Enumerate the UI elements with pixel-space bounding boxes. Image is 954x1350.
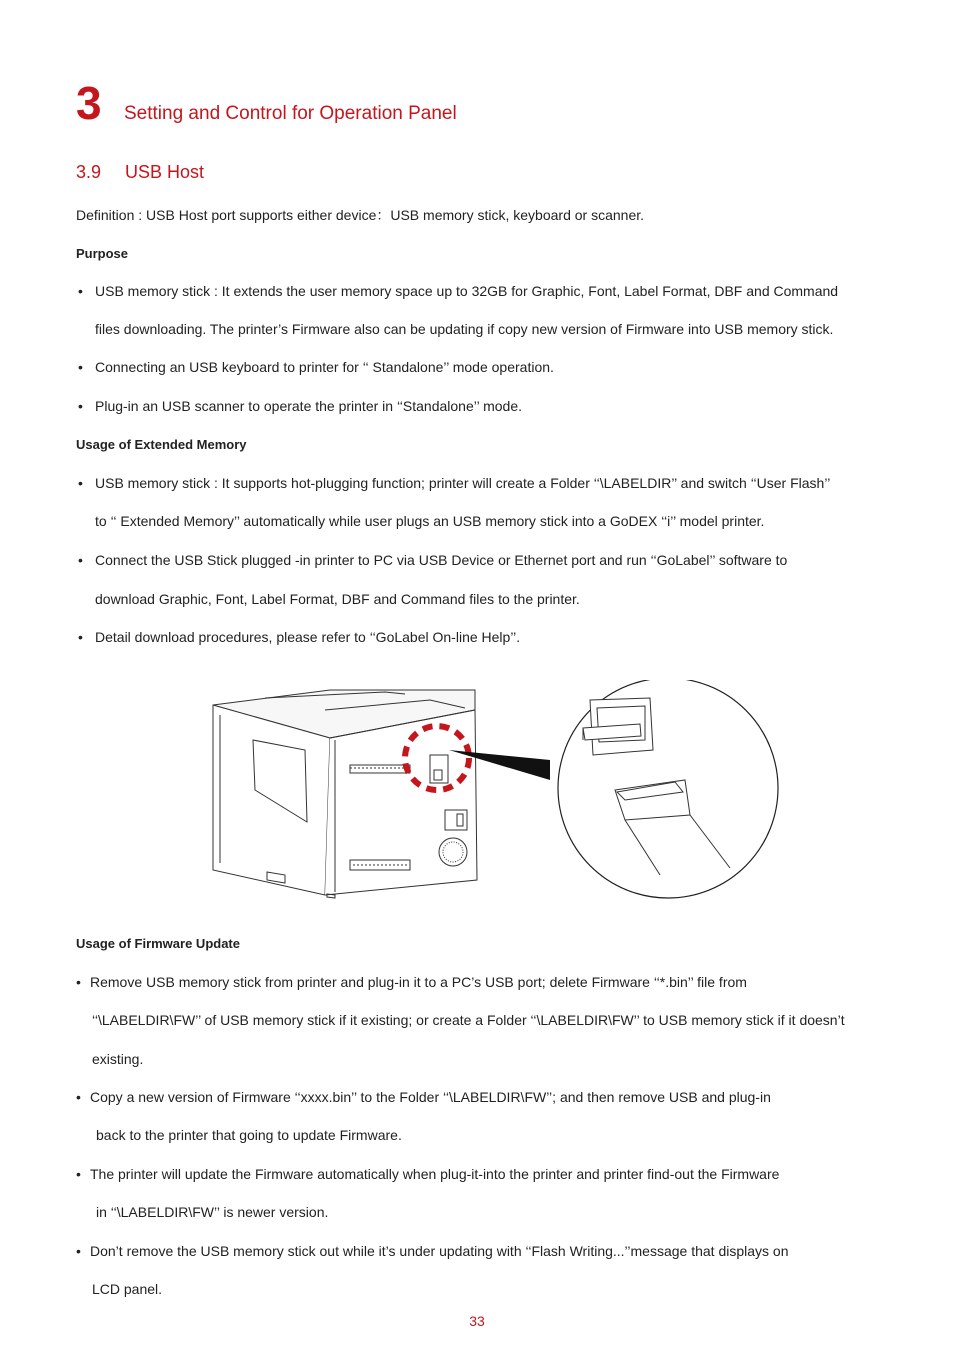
purpose-item-3: Plug-in an USB scanner to operate the printer in ‘‘Standalone’’ mode. <box>95 398 523 414</box>
firmware-item-2-line-1: Copy a new version of Firmware ‘‘xxxx.bin’’ to the Folder ‘‘\LABELDIR\FW’’; and then remove USB and plug-in <box>90 1089 771 1105</box>
firmware-item-4-line-2: LCD panel. <box>92 1281 163 1297</box>
extended-item-2-line-1: Connect the USB Stick plugged -in printer to PC via USB Device or Ethernet port and run ‘‘GoLabel’’ software to <box>95 552 788 568</box>
firmware-item-1-line-2: ‘‘\LABELDIR\FW’’ of USB memory stick if it existing; or create a Folder ‘‘\LABELDIR\FW’’ to USB memory stick if it doesn’t <box>92 1012 845 1028</box>
bullet-icon: • <box>76 1166 81 1182</box>
section-title <box>76 162 204 183</box>
bullet-icon: • <box>78 398 83 414</box>
extended-heading: Usage of Extended Memory <box>76 437 247 452</box>
bullet-icon: • <box>78 359 83 375</box>
extended-item-2-line-2: download Graphic, Font, Label Format, DBF and Command files to the printer. <box>95 591 580 607</box>
purpose-item-1-line-1: USB memory stick : It extends the user memory space up to 32GB for Graphic, Font, Label Format, DBF and Command <box>95 283 839 299</box>
bullet-icon: • <box>76 974 81 990</box>
firmware-item-2-line-2: back to the printer that going to update Firmware. <box>96 1127 402 1143</box>
bullet-icon: • <box>78 475 83 491</box>
extended-item-1-line-1: USB memory stick : It supports hot-plugging function; printer will create a Folder ‘‘\LABELDIR’’ and switch ‘‘User Flash’’ <box>95 475 831 491</box>
bullet-icon: • <box>76 1243 81 1259</box>
purpose-heading: Purpose <box>76 246 129 261</box>
section-name: USB Host <box>125 162 205 182</box>
firmware-item-3-line-1: The printer will update the Firmware automatically when plug-it-into the printer and printer find-out the Firmware <box>90 1166 780 1182</box>
chapter-number: 3 <box>76 77 102 129</box>
firmware-item-1-line-3: existing. <box>92 1051 144 1067</box>
extended-item-3: Detail download procedures, please refer to ‘‘GoLabel On-line Help’’. <box>95 629 521 645</box>
purpose-item-1-line-2: files downloading. The printer’s Firmware also can be updating if copy new version of Firmware into USB memory stick. <box>95 321 834 337</box>
section-number: 3.9 <box>76 162 102 182</box>
extended-item-1-line-2: to ‘‘ Extended Memory’’ automatically while user plugs an USB memory stick into a GoDEX ‘‘i’’ model printer. <box>95 513 765 529</box>
firmware-item-1-line-1: Remove USB memory stick from printer and plug-in it to a PC’s USB port; delete Firmware ‘‘*.bin’’ file from <box>90 974 747 990</box>
firmware-heading: Usage of Firmware Update <box>76 936 240 951</box>
definition-text: Definition : USB Host port supports either device：USB memory stick, keyboard or scanner. <box>76 207 645 223</box>
printer-usb-illustration <box>205 680 925 905</box>
page-number: 33 <box>469 1313 485 1329</box>
bullet-icon: • <box>78 629 83 645</box>
bullet-icon: • <box>78 552 83 568</box>
chapter-title: Setting and Control for Operation Panel <box>124 103 457 124</box>
purpose-item-2: Connecting an USB keyboard to printer for ‘‘ Standalone’’ mode operation. <box>95 359 554 375</box>
firmware-item-4-line-1: Don’t remove the USB memory stick out while it’s under updating with ‘‘Flash Writing...’’message that displays on <box>90 1243 789 1259</box>
bullet-icon: • <box>78 283 83 299</box>
bullet-icon: • <box>76 1089 81 1105</box>
firmware-item-3-line-2: in ‘‘\LABELDIR\FW’’ is newer version. <box>96 1204 329 1220</box>
